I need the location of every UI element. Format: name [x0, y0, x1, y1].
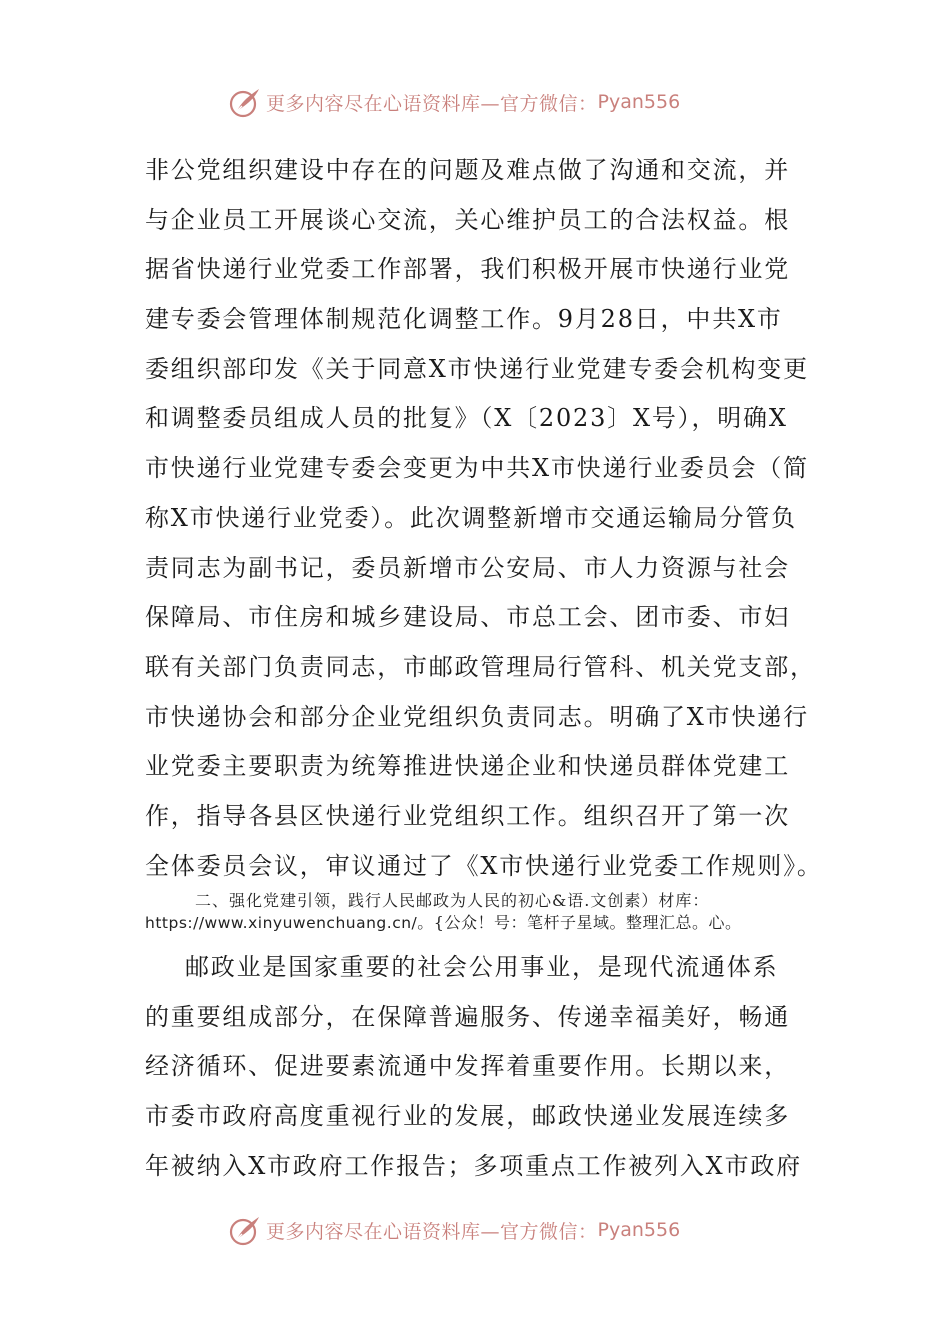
banner-content [228, 82, 680, 122]
text-line: 与企业员工开展谈心交流，关心维护员工的合法权益。根 [145, 205, 790, 234]
text-line: 作，指导各县区快递行业党组织工作。组织召开了第一次 [145, 801, 790, 830]
paragraph-3 [145, 943, 810, 1191]
text-line: 保障局、市住房和城乡建设局、市总工会、团市委、市妇 [145, 603, 790, 632]
text-line: 市快递行业党建专委会变更为中共X市快递行业委员会（简 [145, 454, 809, 483]
header-banner [0, 82, 950, 122]
wechat-id: Pyan556 [597, 1219, 681, 1241]
paragraph-1 [145, 146, 823, 891]
text-line: 据省快递行业党委工作部署，我们积极开展市快递行业党 [145, 255, 790, 284]
text-line: 的重要组成部分，在保障普遍服务、传递幸福美好，畅通 [145, 1002, 790, 1031]
text-line: 建专委会管理体制规范化调整工作。9月28日，中共X市 [145, 305, 783, 334]
banner-text: 更多内容尽在心语资料库—官方微信： [266, 1220, 598, 1243]
quill-pen-logo-icon [228, 1213, 262, 1247]
text-line: 年被纳入X市政府工作报告；多项重点工作被列入X市政府 [145, 1151, 802, 1180]
text-line: 邮政业是国家重要的社会公用事业，是现代流通体系 [185, 953, 779, 981]
heading-line-rest: 。{公众！号：笔杆子星域。整理汇总。心。 [417, 913, 742, 932]
text-line: 业党委主要职责为统筹推进快递企业和快递员群体党建工 [145, 752, 790, 781]
text-line: 和调整委员组成人员的批复》（X〔2023〕X号），明确X [145, 404, 788, 433]
footer-banner [0, 1210, 950, 1250]
text-line: 责同志为副书记，委员新增市公安局、市人力资源与社会 [145, 553, 790, 582]
text-line: 非公党组织建设中存在的问题及难点做了沟通和交流，并 [145, 156, 790, 184]
heading-line: 二、强化党建引领，践行人民邮政为人民的初心&语.文创素）材库： [195, 891, 710, 910]
text-line: 全体委员会议，审议通过了《X市快递行业党委工作规则》。 [145, 851, 823, 880]
section-heading-2 [145, 890, 825, 934]
source-url-link[interactable]: https://www.xinyuwenchuang.cn/ [145, 914, 418, 932]
text-line: 市委市政府高度重视行业的发展，邮政快递业发展连续多 [145, 1102, 790, 1131]
wechat-id: Pyan556 [597, 91, 681, 113]
quill-pen-logo-icon [228, 85, 262, 119]
banner-content [228, 1210, 680, 1250]
heading-line [145, 912, 825, 934]
text-line: 联有关部门负责同志，市邮政管理局行管科、机关党支部， [145, 652, 816, 681]
text-line: 市快递协会和部分企业党组织负责同志。明确了X市快递行 [145, 702, 809, 731]
text-line: 经济循环、促进要素流通中发挥着重要作用。长期以来， [145, 1052, 790, 1081]
text-line: 委组织部印发《关于同意X市快递行业党建专委会机构变更 [145, 354, 809, 383]
text-line: 称X市快递行业党委）。此次调整新增市交通运输局分管负 [145, 503, 797, 532]
banner-text: 更多内容尽在心语资料库—官方微信： [266, 92, 598, 115]
